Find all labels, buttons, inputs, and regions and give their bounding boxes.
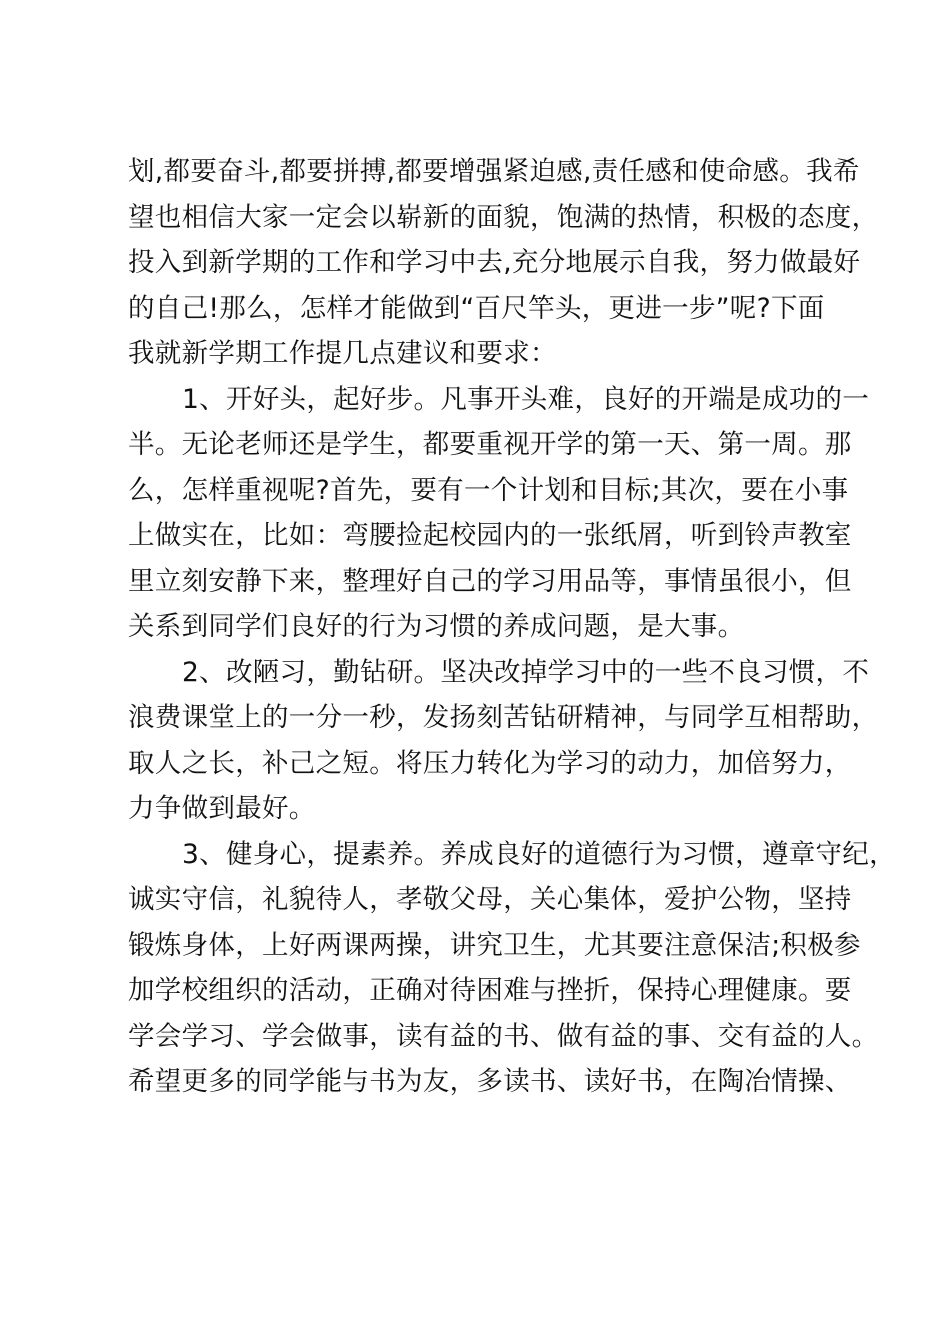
- text-line: 诚实守信，礼貌待人，孝敬父母，关心集体，爱护公物，坚持: [128, 884, 852, 915]
- point-1-paragraph: [128, 377, 870, 650]
- text-line: 的自己!那么，怎样才能做到“百尺竿头，更进一步”呢?下面: [128, 292, 825, 324]
- text-line: 上做实在，比如：弯腰捡起校园内的一张纸屑，听到铃声教室: [128, 520, 852, 551]
- text-line: 投入到新学期的工作和学习中去,充分地展示自我，努力做最好: [128, 247, 861, 278]
- text-line: 学会学习、学会做事，读有益的书、做有益的事、交有益的人。: [128, 1020, 879, 1052]
- point-3-paragraph: [128, 832, 896, 1105]
- text-line: 半。无论老师还是学生，都要重视开学的第一天、第一周。那: [128, 429, 852, 460]
- text-line: 望也相信大家一定会以崭新的面貌，饱满的热情，积极的态度，: [128, 201, 879, 233]
- text-line: 力争做到最好。: [128, 793, 316, 824]
- text-line: 我就新学期工作提几点建议和要求：: [128, 338, 557, 369]
- text-line: 么，怎样重视呢?首先，要有一个计划和目标;其次，要在小事: [128, 474, 849, 506]
- text-line: 锻炼身体，上好两课两操，讲究卫生，尤其要注意保洁;积极参: [128, 929, 861, 961]
- text-line: 关系到同学们良好的行为习惯的养成问题，是大事。: [128, 611, 745, 642]
- text-line: 划,都要奋斗,都要拼搏,都要增强紧迫感,责任感和使命感。我希: [128, 156, 860, 187]
- text-line: 2、改陋习，勤钻研。坚决改掉学习中的一些不良习惯，不: [182, 656, 870, 688]
- text-line: 浪费课堂上的一分一秒，发扬刻苦钻研精神，与同学互相帮助，: [128, 702, 879, 733]
- text-line: 3、健身心，提素养。养成良好的道德行为习惯，遵章守纪，: [182, 838, 896, 870]
- text-line: 希望更多的同学能与书为友，多读书、读好书，在陶冶情操、: [128, 1066, 852, 1097]
- text-line: 取人之长，补己之短。将压力转化为学习的动力，加倍努力，: [128, 747, 852, 779]
- point-2-paragraph: [128, 650, 879, 832]
- text-line: 加学校组织的活动，正确对待困难与挫折，保持心理健康。要: [128, 975, 852, 1006]
- text-line: 里立刻安静下来，整理好自己的学习用品等，事情虽很小，但: [128, 565, 852, 597]
- intro-paragraph: [128, 149, 879, 377]
- text-line: 1、开好头，起好步。凡事开头难，良好的开端是成功的一: [182, 383, 870, 415]
- document-body: [128, 149, 896, 1105]
